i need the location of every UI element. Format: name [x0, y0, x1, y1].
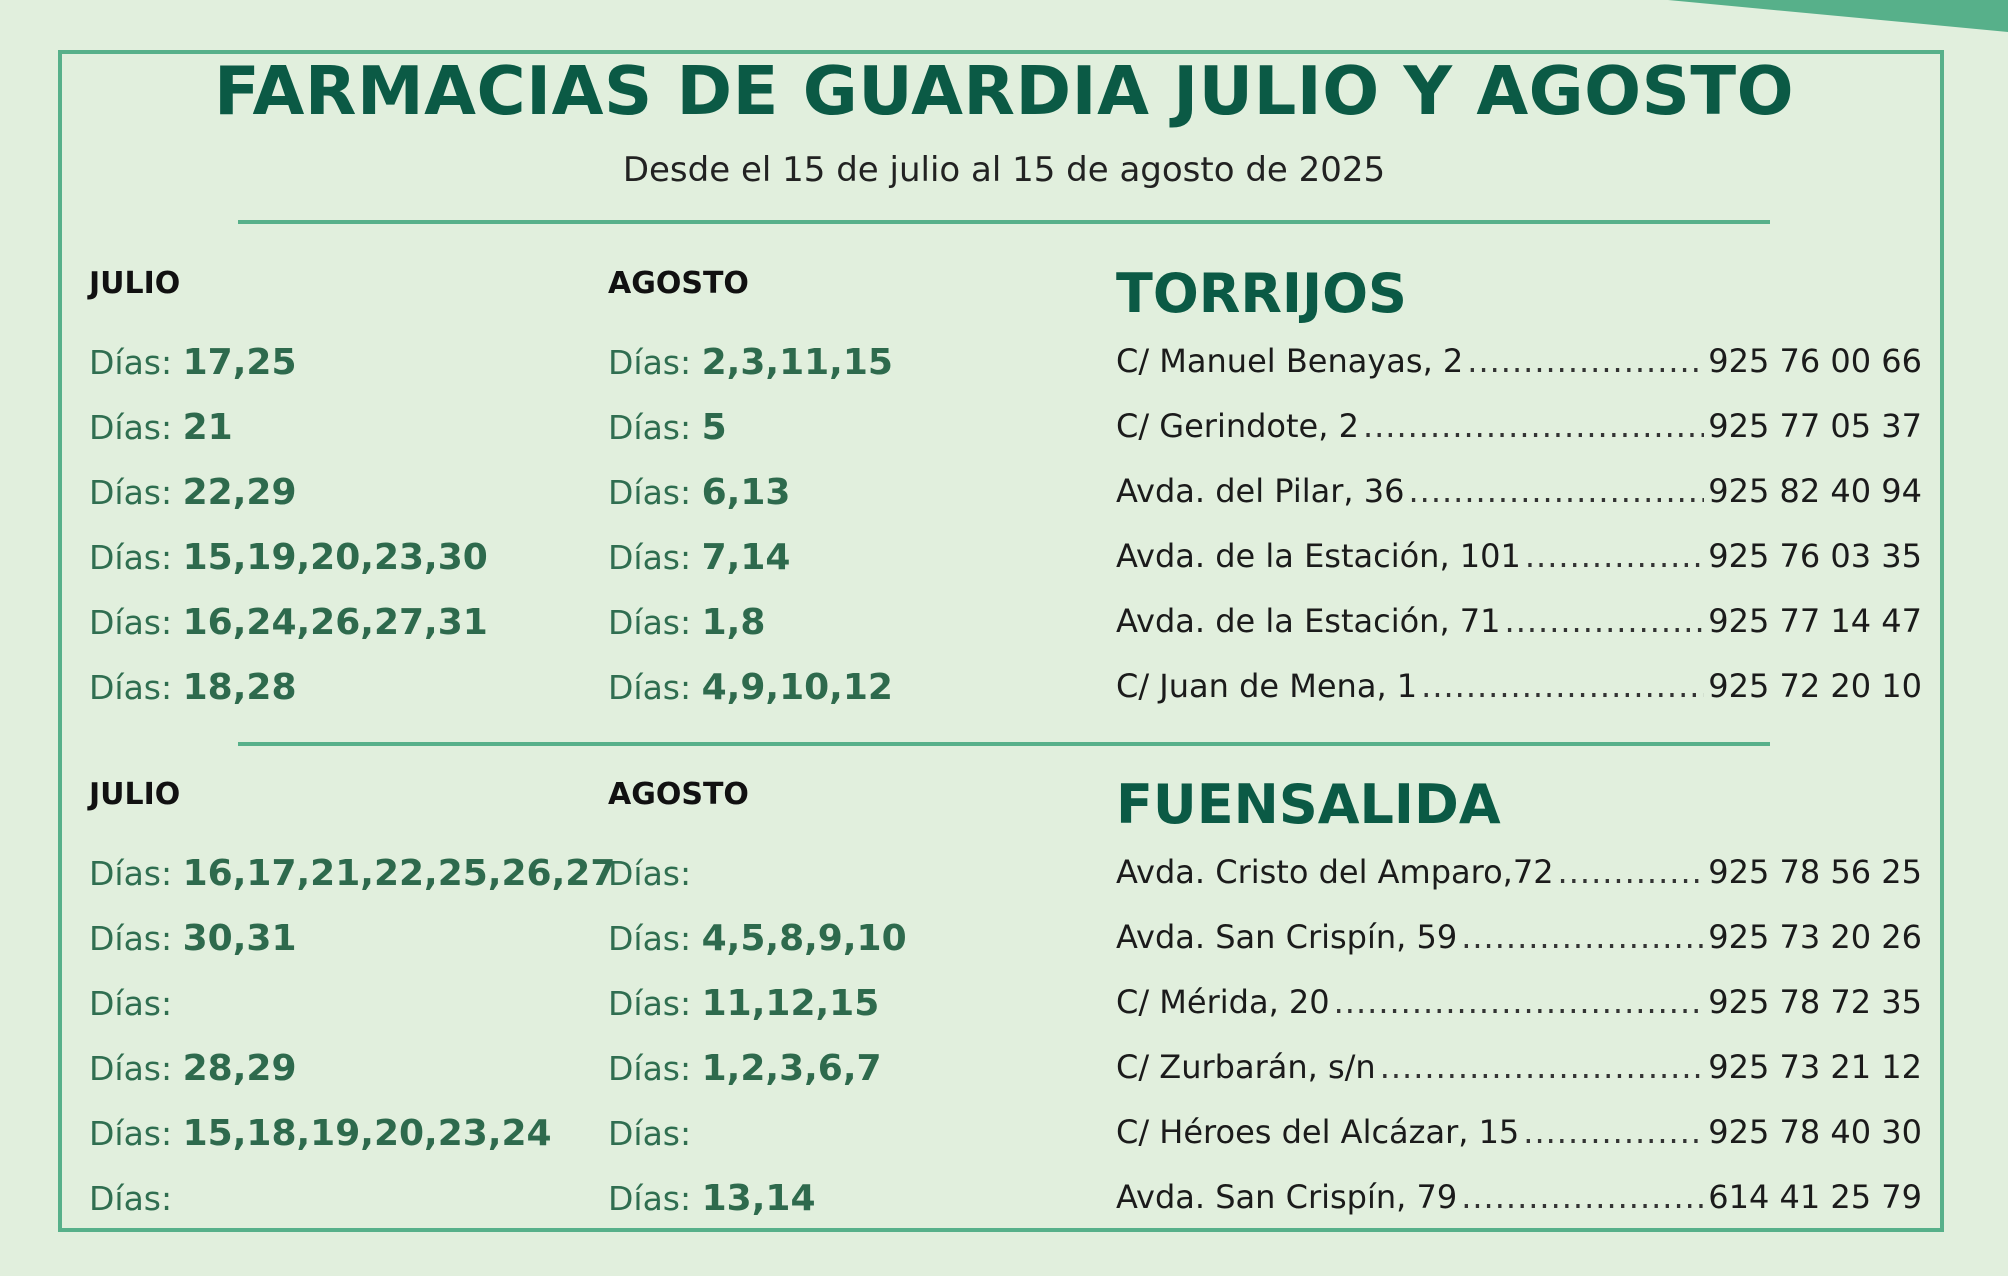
pharmacy-entry [1116, 602, 1922, 640]
pharmacy-row [0, 407, 2008, 463]
julio-days: Días: 15,19,20,23,30 [89, 537, 488, 578]
dot-leader [1505, 602, 1705, 640]
agosto-days: Días: 2,3,11,15 [608, 342, 893, 383]
pharmacy-row [0, 537, 2008, 593]
pharmacy-entry [1116, 918, 1922, 956]
julio-days: Días: [89, 1179, 173, 1218]
phone: 925 82 40 94 [1708, 472, 1922, 510]
julio-days: Días: 18,28 [89, 667, 297, 708]
pharmacy-entry [1116, 472, 1922, 510]
pharmacy-entry [1116, 407, 1922, 445]
address: C/ Gerindote, 2 [1116, 407, 1359, 445]
pharmacy-entry [1116, 1178, 1922, 1216]
address: C/ Mérida, 20 [1116, 983, 1330, 1021]
julio-days: Días: [89, 984, 173, 1023]
dot-leader [1461, 918, 1704, 956]
agosto-days: Días: [608, 854, 692, 893]
address: Avda. de la Estación, 101 [1116, 537, 1521, 575]
address: Avda. del Pilar, 36 [1116, 472, 1405, 510]
phone: 925 73 20 26 [1708, 918, 1922, 956]
pharmacy-row [0, 1113, 2008, 1169]
pharmacy-entry [1116, 537, 1922, 575]
dot-leader [1461, 1178, 1704, 1216]
page-subtitle: Desde el 15 de julio al 15 de agosto de 2025 [622, 150, 1386, 190]
agosto-header: AGOSTO [608, 266, 749, 301]
pharmacy-entry [1116, 667, 1922, 705]
dot-leader [1421, 667, 1704, 705]
agosto-header: AGOSTO [608, 777, 749, 812]
agosto-days: Días: [608, 1114, 692, 1153]
agosto-days: Días: 11,12,15 [608, 983, 880, 1024]
julio-days: Días: 22,29 [89, 472, 297, 513]
phone: 925 78 56 25 [1708, 853, 1922, 891]
agosto-days: Días: 13,14 [608, 1178, 816, 1219]
phone: 925 78 72 35 [1708, 983, 1922, 1021]
phone: 925 76 03 35 [1708, 537, 1922, 575]
agosto-days: Días: 7,14 [608, 537, 791, 578]
phone: 614 41 25 79 [1708, 1178, 1922, 1216]
corner-decoration [1668, 0, 2008, 32]
address: Avda. San Crispín, 59 [1116, 918, 1458, 956]
pharmacy-entry [1116, 342, 1922, 380]
phone: 925 78 40 30 [1708, 1113, 1922, 1151]
julio-days: Días: 17,25 [89, 342, 297, 383]
dot-leader [1334, 983, 1705, 1021]
dot-leader [1363, 407, 1704, 445]
pharmacy-row [0, 342, 2008, 398]
pharmacy-entry [1116, 1113, 1922, 1151]
dot-leader [1408, 472, 1704, 510]
pharmacy-row [0, 1178, 2008, 1234]
pharmacy-row [0, 667, 2008, 723]
address: Avda. San Crispín, 79 [1116, 1178, 1458, 1216]
julio-days: Días: 16,17,21,22,25,26,27 [89, 853, 616, 894]
julio-days: Días: 28,29 [89, 1048, 297, 1089]
julio-header: JULIO [89, 777, 181, 812]
pharmacy-row [0, 983, 2008, 1039]
address: C/ Juan de Mena, 1 [1116, 667, 1418, 705]
pharmacy-row [0, 918, 2008, 974]
address: C/ Héroes del Alcázar, 15 [1116, 1113, 1520, 1151]
julio-days: Días: 21 [89, 407, 233, 448]
phone: 925 77 05 37 [1708, 407, 1922, 445]
phone: 925 73 21 12 [1708, 1048, 1922, 1086]
divider-top [238, 220, 1770, 224]
address: C/ Zurbarán, s/n [1116, 1048, 1376, 1086]
address: C/ Manuel Benayas, 2 [1116, 342, 1464, 380]
phone: 925 76 00 66 [1708, 342, 1922, 380]
pharmacy-row [0, 472, 2008, 528]
agosto-days: Días: 4,5,8,9,10 [608, 918, 907, 959]
dot-leader [1467, 342, 1704, 380]
pharmacy-row [0, 1048, 2008, 1104]
dot-leader [1380, 1048, 1705, 1086]
pharmacy-entry [1116, 853, 1922, 891]
julio-days: Días: 30,31 [89, 918, 297, 959]
agosto-days: Días: 5 [608, 407, 727, 448]
pharmacy-row [0, 853, 2008, 909]
julio-days: Días: 15,18,19,20,23,24 [89, 1113, 552, 1154]
address: Avda. de la Estación, 71 [1116, 602, 1501, 640]
pharmacy-entry [1116, 1048, 1922, 1086]
pharmacy-entry [1116, 983, 1922, 1021]
julio-header: JULIO [89, 266, 181, 301]
town-title: FUENSALIDA [1116, 773, 1501, 836]
agosto-days: Días: 6,13 [608, 472, 791, 513]
phone: 925 72 20 10 [1708, 667, 1922, 705]
town-title: TORRIJOS [1116, 262, 1407, 325]
divider-middle [238, 742, 1770, 746]
agosto-days: Días: 1,2,3,6,7 [608, 1048, 882, 1089]
agosto-days: Días: 1,8 [608, 602, 766, 643]
dot-leader [1558, 853, 1705, 891]
pharmacy-row [0, 602, 2008, 658]
page-title: FARMACIAS DE GUARDIA JULIO Y AGOSTO [213, 52, 1795, 130]
phone: 925 77 14 47 [1708, 602, 1922, 640]
address: Avda. Cristo del Amparo,72 [1116, 853, 1554, 891]
dot-leader [1525, 537, 1704, 575]
agosto-days: Días: 4,9,10,12 [608, 667, 893, 708]
julio-days: Días: 16,24,26,27,31 [89, 602, 488, 643]
dot-leader [1523, 1113, 1704, 1151]
